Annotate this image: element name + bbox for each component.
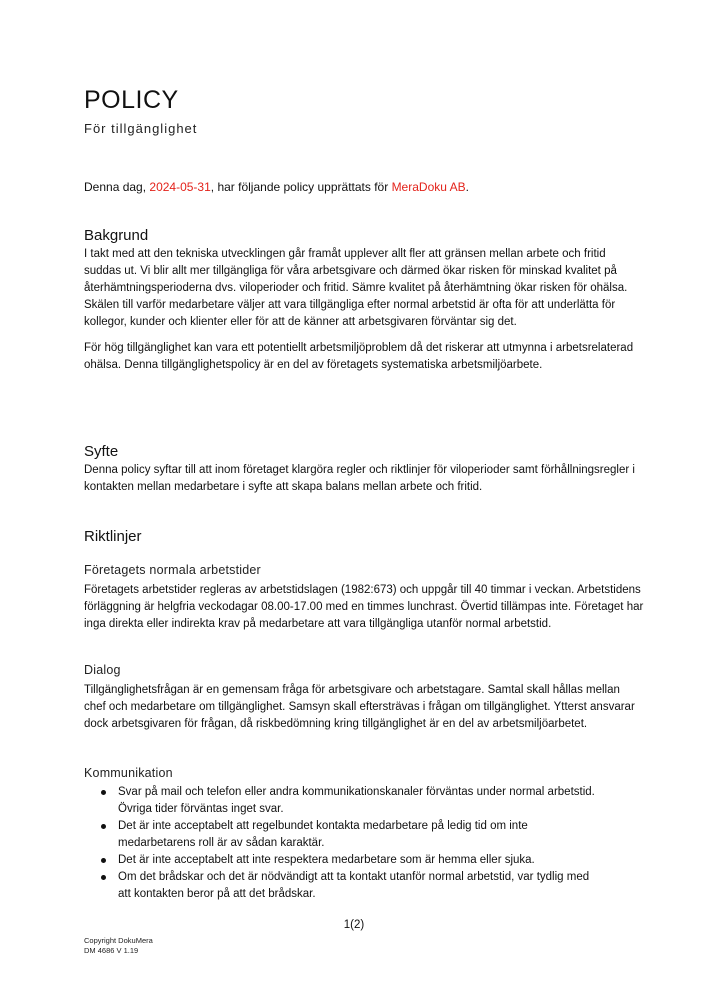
- subsection-dialog: [84, 661, 644, 733]
- footer-copyright: Copyright DokuMera: [84, 936, 153, 945]
- intro-suffix: .: [465, 180, 469, 194]
- heading-riktlinjer: Riktlinjer: [84, 528, 142, 545]
- intro-prefix: Denna dag,: [84, 180, 150, 194]
- heading-bakgrund: Bakgrund: [84, 227, 149, 244]
- policy-date: 2024-05-31: [149, 180, 211, 194]
- page-number: 1(2): [343, 919, 365, 931]
- heading-kommunikation: Kommunikation: [84, 766, 173, 780]
- page-title: POLICY: [84, 86, 179, 114]
- list-item: Om det brådskar och det är nödvändigt att ta kontakt utanför normal arbetstid, var tydlig med att kontakten beror på att det brådskar.: [94, 869, 598, 903]
- bakgrund-paragraph-1: I takt med att den tekniska utvecklingen går framåt upplever allt fler att gränsen mellan arbete och fritid suddas ut. Vi blir allt mer tillgängliga för våra arbetsgivare och därmed ökar risken för minskad kvalitet på återhämtningsperioderna dvs. viloperioder och fritid. Sämre kvalitet på återhämtning ökar risken för ohälsa. Skälen till varför medarbetare väljer att vara tillgängliga efter normal arbetstid är ofta för att underlätta för kollegor, kunder och klienter eller för att de känner att arbetsgivaren förväntar sig det.: [84, 248, 628, 328]
- footer-doc-id: DM 4686 V 1.19: [84, 946, 139, 955]
- list-item: Det är inte acceptabelt att regelbundet kontakta medarbetare på ledig tid om inte medarbetarens roll är av sådan karaktär.: [94, 818, 598, 852]
- subsection-kommunikation: [84, 764, 644, 903]
- intro-middle: , har följande policy upprättats för: [210, 180, 392, 194]
- dialog-paragraph: Tillgänglighetsfrågan är en gemensam fråga för arbetsgivare och arbetstagare. Samtal skall hållas mellan chef och medarbetare om tillgänglighet. Samsyn skall eftersträvas i frågan om tillgänglighet. Ytterst ansvarar dock arbetsgivaren för frågan, då riskbedömning kring tillgänglighet är en del av arbetsmiljöarbetet.: [84, 684, 635, 730]
- heading-syfte: Syfte: [84, 443, 119, 460]
- bakgrund-paragraph-2: För hög tillgänglighet kan vara ett potentiellt arbetsmiljöproblem då det riskerar att utmynna i arbetsrelaterad ohälsa. Denna tillgänglighetspolicy är en del av företagets systematiska arbetsmiljöarbete.: [84, 342, 634, 371]
- syfte-paragraph: Denna policy syftar till att inom företaget klargöra regler och riktlinjer för viloperioder samt förhållningsregler i kontakten mellan medarbetare i syfte att skapa balans mellan arbete och fritid.: [84, 464, 635, 493]
- heading-dialog: Dialog: [84, 663, 121, 677]
- section-syfte: [84, 442, 644, 496]
- list-item: Svar på mail och telefon eller andra kommunikationskanaler förväntas under normal arbetstid. Övriga tider förväntas inget svar.: [94, 784, 598, 818]
- section-bakgrund: [84, 226, 644, 374]
- footer: [84, 936, 153, 956]
- section-riktlinjer: [84, 527, 644, 547]
- heading-arbetstider: Företagets normala arbetstider: [84, 563, 261, 577]
- arbetstider-paragraph: Företagets arbetstider regleras av arbetstidslagen (1982:673) och uppgår till 40 timmar i veckan. Arbetstidens förläggning är helgfria veckodagar 08.00-17.00 med en timmes lunchrast. Övertid tillämpas inte. Företaget har inga direkta eller indirekta krav på medarbetare att vara tillgängliga utanför normal arbetstid.: [84, 584, 644, 630]
- list-item: Det är inte acceptabelt att inte respektera medarbetare som är hemma eller sjuka.: [94, 852, 598, 869]
- page-subtitle: För tillgänglighet: [84, 121, 198, 136]
- subsection-arbetstider: [84, 561, 644, 633]
- kommunikation-list: [84, 784, 644, 903]
- company-name: MeraDoku AB: [391, 180, 466, 194]
- intro-line: [84, 179, 469, 196]
